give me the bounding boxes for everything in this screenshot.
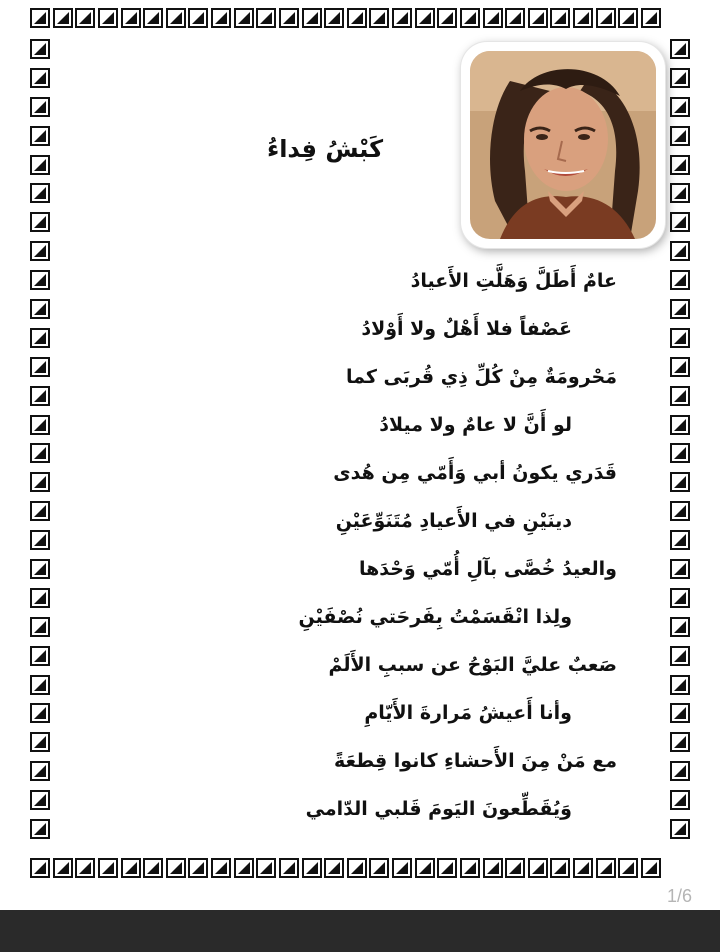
- border-tile: [670, 559, 690, 579]
- poem-verse: والعيدُ خُصَّى بآلِ أُمّي وَحْدَها: [358, 558, 617, 580]
- border-tile: [369, 8, 389, 28]
- border-tile: [30, 241, 50, 261]
- border-tile: [30, 819, 50, 839]
- border-tile: [75, 858, 95, 878]
- border-tile: [279, 8, 299, 28]
- poem-verse: قَدَري يكونُ أبي وَأَمّي مِن هُدى: [333, 462, 617, 484]
- border-tile: [256, 8, 276, 28]
- border-tile: [670, 97, 690, 117]
- border-tile: [415, 858, 435, 878]
- border-tile: [30, 858, 50, 878]
- border-tile: [211, 858, 231, 878]
- border-tile: [369, 858, 389, 878]
- border-tile: [347, 8, 367, 28]
- viewer-bottom-bar: [0, 910, 720, 952]
- border-tile: [279, 858, 299, 878]
- border-tile: [670, 588, 690, 608]
- author-portrait: [461, 42, 665, 248]
- border-tile: [30, 270, 50, 290]
- poem-title: كَبْشُ فِداءُ: [266, 135, 384, 163]
- border-tile: [670, 299, 690, 319]
- border-tile: [324, 858, 344, 878]
- border-tile: [670, 39, 690, 59]
- border-tile: [618, 858, 638, 878]
- border-tile: [483, 8, 503, 28]
- border-tile: [30, 8, 50, 28]
- border-tile: [30, 39, 50, 59]
- border-tile: [121, 8, 141, 28]
- border-tile: [550, 858, 570, 878]
- border-tile: [670, 415, 690, 435]
- border-tile: [30, 559, 50, 579]
- border-tile: [30, 761, 50, 781]
- poem-verse: صَعبٌ عليَّ البَوْحُ عن سببِ الأَلَمْ: [328, 654, 617, 676]
- poem-verse: مع مَنْ مِنَ الأَحشاءِ كانوا قِطعَةً: [333, 750, 617, 772]
- decorative-border-right: [670, 39, 690, 839]
- border-tile: [30, 472, 50, 492]
- border-tile: [596, 858, 616, 878]
- border-tile: [53, 858, 73, 878]
- border-tile: [670, 732, 690, 752]
- border-tile: [143, 8, 163, 28]
- border-tile: [670, 241, 690, 261]
- border-tile: [30, 732, 50, 752]
- border-tile: [98, 8, 118, 28]
- border-tile: [437, 858, 457, 878]
- border-tile: [166, 8, 186, 28]
- border-tile: [30, 617, 50, 637]
- border-tile: [460, 8, 480, 28]
- decorative-border-top: [30, 8, 661, 28]
- border-tile: [505, 858, 525, 878]
- poem-verse: لو أَنَّ لا عامٌ ولا ميلادُ: [379, 414, 572, 436]
- border-tile: [30, 126, 50, 146]
- border-tile: [98, 858, 118, 878]
- border-tile: [30, 501, 50, 521]
- decorative-border-left: [30, 39, 50, 839]
- border-tile: [30, 530, 50, 550]
- border-tile: [256, 858, 276, 878]
- poem-verse: وَيُقَطِّعونَ اليَومَ قَلبي الدّامي: [305, 798, 572, 820]
- border-tile: [670, 183, 690, 203]
- border-tile: [211, 8, 231, 28]
- poem-verse: وأنا أَعيشُ مَرارةَ الأَيّامِ: [364, 702, 572, 724]
- border-tile: [53, 8, 73, 28]
- border-tile: [30, 155, 50, 175]
- border-tile: [670, 270, 690, 290]
- page-indicator: 1/6: [666, 886, 692, 906]
- border-tile: [30, 357, 50, 377]
- decorative-border-bottom: [30, 858, 661, 878]
- border-tile: [670, 472, 690, 492]
- border-tile: [528, 858, 548, 878]
- border-tile: [618, 8, 638, 28]
- border-tile: [670, 617, 690, 637]
- border-tile: [392, 858, 412, 878]
- border-tile: [670, 126, 690, 146]
- border-tile: [121, 858, 141, 878]
- border-tile: [670, 212, 690, 232]
- border-tile: [347, 858, 367, 878]
- border-tile: [30, 97, 50, 117]
- border-tile: [166, 858, 186, 878]
- border-tile: [460, 858, 480, 878]
- border-tile: [302, 8, 322, 28]
- border-tile: [670, 790, 690, 810]
- border-tile: [30, 588, 50, 608]
- border-tile: [30, 212, 50, 232]
- portrait-painting-icon: [470, 51, 656, 239]
- border-tile: [30, 299, 50, 319]
- poem-verse: ولِذا انْقَسَمْتُ بِفَرحَتي نُصْفَيْنِ: [298, 606, 572, 628]
- border-tile: [573, 858, 593, 878]
- border-tile: [483, 858, 503, 878]
- border-tile: [30, 183, 50, 203]
- border-tile: [30, 415, 50, 435]
- border-tile: [30, 386, 50, 406]
- border-tile: [670, 357, 690, 377]
- border-tile: [670, 328, 690, 348]
- border-tile: [188, 8, 208, 28]
- border-tile: [30, 328, 50, 348]
- border-tile: [670, 675, 690, 695]
- border-tile: [670, 155, 690, 175]
- border-tile: [392, 8, 412, 28]
- border-tile: [30, 790, 50, 810]
- border-tile: [670, 819, 690, 839]
- border-tile: [30, 68, 50, 88]
- border-tile: [670, 68, 690, 88]
- border-tile: [505, 8, 525, 28]
- border-tile: [670, 501, 690, 521]
- poem-verse: مَحْرومَةٌ مِنْ كُلِّ ذِي قُربَى كما: [345, 366, 617, 388]
- border-tile: [670, 443, 690, 463]
- border-tile: [670, 761, 690, 781]
- border-tile: [670, 646, 690, 666]
- border-tile: [596, 8, 616, 28]
- border-tile: [234, 8, 254, 28]
- border-tile: [550, 8, 570, 28]
- border-tile: [670, 386, 690, 406]
- border-tile: [75, 8, 95, 28]
- poem-verse: عامٌ أَطَلَّ وَهَلَّتِ الأَعيادُ: [410, 270, 617, 292]
- border-tile: [670, 703, 690, 723]
- border-tile: [30, 703, 50, 723]
- border-tile: [437, 8, 457, 28]
- border-tile: [143, 858, 163, 878]
- border-tile: [324, 8, 344, 28]
- border-tile: [188, 858, 208, 878]
- border-tile: [573, 8, 593, 28]
- border-tile: [415, 8, 435, 28]
- poem-verse: عَصْفاً فلا أَهْلٌ ولا أَوْلادُ: [361, 318, 572, 340]
- border-tile: [234, 858, 254, 878]
- border-tile: [641, 858, 661, 878]
- border-tile: [528, 8, 548, 28]
- border-tile: [30, 443, 50, 463]
- border-tile: [302, 858, 322, 878]
- border-tile: [641, 8, 661, 28]
- border-tile: [30, 646, 50, 666]
- border-tile: [670, 530, 690, 550]
- poem-verse: دينَيْنِ في الأَعيادِ مُتَنَوِّعَيْنِ: [335, 510, 572, 532]
- border-tile: [30, 675, 50, 695]
